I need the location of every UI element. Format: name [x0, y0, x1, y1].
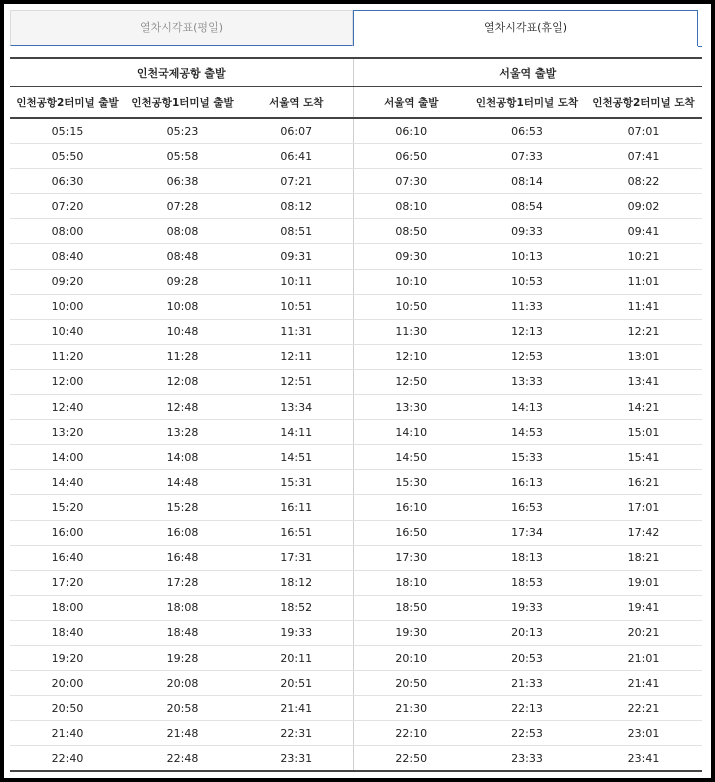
time-cell: 05:58: [125, 144, 240, 169]
time-cell: 12:21: [585, 319, 702, 344]
time-cell: 16:51: [240, 520, 353, 545]
time-cell: 21:40: [10, 721, 125, 746]
time-cell: 22:21: [585, 696, 702, 721]
table-row: [10, 570, 702, 595]
time-cell: 15:01: [585, 420, 702, 445]
time-cell: 22:48: [125, 746, 240, 772]
time-cell: 08:00: [10, 219, 125, 244]
time-cell: 20:51: [240, 671, 353, 696]
time-cell: 06:41: [240, 144, 353, 169]
time-cell: 18:53: [469, 570, 585, 595]
time-cell: 19:28: [125, 645, 240, 670]
time-cell: 20:10: [353, 645, 469, 670]
time-cell: 20:21: [585, 620, 702, 645]
table-row: [10, 118, 702, 144]
time-cell: 21:48: [125, 721, 240, 746]
time-cell: 15:30: [353, 470, 469, 495]
time-cell: 09:31: [240, 244, 353, 269]
time-cell: 22:31: [240, 721, 353, 746]
time-cell: 10:40: [10, 319, 125, 344]
time-cell: 18:00: [10, 595, 125, 620]
time-cell: 08:54: [469, 194, 585, 219]
time-cell: 19:30: [353, 620, 469, 645]
table-row: [10, 294, 702, 319]
time-cell: 22:53: [469, 721, 585, 746]
time-cell: 09:41: [585, 219, 702, 244]
time-cell: 09:33: [469, 219, 585, 244]
time-cell: 14:00: [10, 445, 125, 470]
time-cell: 19:01: [585, 570, 702, 595]
tab-weekday[interactable]: 열차시각표(평일): [10, 10, 353, 46]
time-cell: 18:40: [10, 620, 125, 645]
time-cell: 15:20: [10, 495, 125, 520]
time-cell: 22:13: [469, 696, 585, 721]
time-cell: 06:30: [10, 169, 125, 194]
time-cell: 13:34: [240, 395, 353, 420]
table-row: [10, 495, 702, 520]
time-cell: 17:30: [353, 545, 469, 570]
time-cell: 16:00: [10, 520, 125, 545]
time-cell: 19:33: [240, 620, 353, 645]
time-cell: 12:48: [125, 395, 240, 420]
tab-underline: [698, 46, 702, 47]
time-cell: 16:08: [125, 520, 240, 545]
time-cell: 05:15: [10, 118, 125, 144]
time-cell: 23:31: [240, 746, 353, 772]
table-row: [10, 369, 702, 394]
time-cell: 20:50: [353, 671, 469, 696]
time-cell: 20:11: [240, 645, 353, 670]
time-cell: 08:12: [240, 194, 353, 219]
time-cell: 07:20: [10, 194, 125, 219]
time-cell: 18:13: [469, 545, 585, 570]
time-cell: 11:30: [353, 319, 469, 344]
time-cell: 14:53: [469, 420, 585, 445]
time-cell: 11:28: [125, 344, 240, 369]
time-cell: 09:02: [585, 194, 702, 219]
time-cell: 06:38: [125, 169, 240, 194]
time-cell: 18:08: [125, 595, 240, 620]
time-cell: 16:50: [353, 520, 469, 545]
time-cell: 16:13: [469, 470, 585, 495]
train-timetable: [10, 57, 702, 772]
time-cell: 19:20: [10, 645, 125, 670]
time-cell: 10:11: [240, 269, 353, 294]
column-header-row: [10, 87, 702, 119]
time-cell: 14:11: [240, 420, 353, 445]
time-cell: 16:11: [240, 495, 353, 520]
time-cell: 16:53: [469, 495, 585, 520]
table-row: [10, 319, 702, 344]
time-cell: 17:31: [240, 545, 353, 570]
time-cell: 20:00: [10, 671, 125, 696]
table-row: [10, 696, 702, 721]
time-cell: 14:40: [10, 470, 125, 495]
column-header: 인천공항2터미널 도착: [585, 87, 702, 119]
column-header: 인천공항1터미널 도착: [469, 87, 585, 119]
time-cell: 22:40: [10, 746, 125, 772]
time-cell: 12:00: [10, 369, 125, 394]
time-cell: 08:50: [353, 219, 469, 244]
time-cell: 08:48: [125, 244, 240, 269]
table-row: [10, 269, 702, 294]
time-cell: 16:21: [585, 470, 702, 495]
time-cell: 16:10: [353, 495, 469, 520]
time-cell: 10:51: [240, 294, 353, 319]
time-cell: 10:50: [353, 294, 469, 319]
time-cell: 17:20: [10, 570, 125, 595]
group-header-seoul: 서울역 출발: [353, 58, 702, 87]
time-cell: 10:10: [353, 269, 469, 294]
time-cell: 20:58: [125, 696, 240, 721]
table-row: [10, 620, 702, 645]
time-cell: 13:33: [469, 369, 585, 394]
column-header: 인천공항2터미널 출발: [10, 87, 125, 119]
time-cell: 17:01: [585, 495, 702, 520]
table-row: [10, 219, 702, 244]
time-cell: 18:10: [353, 570, 469, 595]
time-cell: 21:41: [240, 696, 353, 721]
group-header-row: [10, 58, 702, 87]
time-cell: 20:53: [469, 645, 585, 670]
time-cell: 21:33: [469, 671, 585, 696]
time-cell: 17:42: [585, 520, 702, 545]
time-cell: 09:28: [125, 269, 240, 294]
time-cell: 07:33: [469, 144, 585, 169]
time-cell: 16:40: [10, 545, 125, 570]
time-cell: 18:48: [125, 620, 240, 645]
time-cell: 05:23: [125, 118, 240, 144]
time-cell: 11:31: [240, 319, 353, 344]
time-cell: 12:11: [240, 344, 353, 369]
time-cell: 06:53: [469, 118, 585, 144]
time-cell: 12:40: [10, 395, 125, 420]
time-cell: 20:13: [469, 620, 585, 645]
time-cell: 11:41: [585, 294, 702, 319]
time-cell: 23:41: [585, 746, 702, 772]
time-cell: 12:51: [240, 369, 353, 394]
time-cell: 07:28: [125, 194, 240, 219]
time-cell: 15:41: [585, 445, 702, 470]
time-cell: 07:01: [585, 118, 702, 144]
time-cell: 12:53: [469, 344, 585, 369]
time-cell: 07:30: [353, 169, 469, 194]
timetable-body: [10, 118, 702, 771]
time-cell: 21:41: [585, 671, 702, 696]
time-cell: 17:28: [125, 570, 240, 595]
time-cell: 13:01: [585, 344, 702, 369]
table-row: [10, 520, 702, 545]
time-cell: 11:01: [585, 269, 702, 294]
time-cell: 13:28: [125, 420, 240, 445]
timetable-page: [4, 4, 711, 778]
time-cell: 14:48: [125, 470, 240, 495]
time-cell: 18:50: [353, 595, 469, 620]
column-header: 서울역 도착: [240, 87, 353, 119]
time-cell: 08:40: [10, 244, 125, 269]
time-cell: 22:10: [353, 721, 469, 746]
table-row: [10, 595, 702, 620]
time-cell: 20:50: [10, 696, 125, 721]
table-row: [10, 244, 702, 269]
time-cell: 18:12: [240, 570, 353, 595]
time-cell: 16:48: [125, 545, 240, 570]
time-cell: 21:30: [353, 696, 469, 721]
time-cell: 07:41: [585, 144, 702, 169]
time-cell: 13:20: [10, 420, 125, 445]
column-header: 서울역 출발: [353, 87, 469, 119]
time-cell: 08:22: [585, 169, 702, 194]
time-cell: 10:21: [585, 244, 702, 269]
time-cell: 11:33: [469, 294, 585, 319]
time-cell: 12:10: [353, 344, 469, 369]
time-cell: 05:50: [10, 144, 125, 169]
time-cell: 10:53: [469, 269, 585, 294]
time-cell: 10:13: [469, 244, 585, 269]
time-cell: 11:20: [10, 344, 125, 369]
time-cell: 09:30: [353, 244, 469, 269]
table-row: [10, 671, 702, 696]
table-row: [10, 721, 702, 746]
time-cell: 08:14: [469, 169, 585, 194]
time-cell: 13:30: [353, 395, 469, 420]
time-cell: 18:21: [585, 545, 702, 570]
time-cell: 10:08: [125, 294, 240, 319]
tab-holiday[interactable]: 열차시각표(휴일): [353, 10, 698, 46]
column-header: 인천공항1터미널 출발: [125, 87, 240, 119]
time-cell: 13:41: [585, 369, 702, 394]
time-cell: 18:52: [240, 595, 353, 620]
time-cell: 14:13: [469, 395, 585, 420]
group-header-incheon: 인천국제공항 출발: [10, 58, 353, 87]
time-cell: 14:50: [353, 445, 469, 470]
time-cell: 06:50: [353, 144, 469, 169]
time-cell: 09:20: [10, 269, 125, 294]
time-cell: 15:31: [240, 470, 353, 495]
time-cell: 21:01: [585, 645, 702, 670]
time-cell: 07:21: [240, 169, 353, 194]
time-cell: 19:41: [585, 595, 702, 620]
time-cell: 06:07: [240, 118, 353, 144]
time-cell: 14:10: [353, 420, 469, 445]
time-cell: 17:34: [469, 520, 585, 545]
table-row: [10, 194, 702, 219]
time-cell: 08:08: [125, 219, 240, 244]
time-cell: 22:50: [353, 746, 469, 772]
time-cell: 10:48: [125, 319, 240, 344]
time-cell: 23:33: [469, 746, 585, 772]
time-cell: 15:33: [469, 445, 585, 470]
table-row: [10, 746, 702, 772]
time-cell: 06:10: [353, 118, 469, 144]
time-cell: 08:10: [353, 194, 469, 219]
table-row: [10, 545, 702, 570]
time-cell: 12:13: [469, 319, 585, 344]
time-cell: 19:33: [469, 595, 585, 620]
table-row: [10, 420, 702, 445]
time-cell: 10:00: [10, 294, 125, 319]
time-cell: 14:51: [240, 445, 353, 470]
table-row: [10, 645, 702, 670]
table-row: [10, 169, 702, 194]
time-cell: 12:50: [353, 369, 469, 394]
time-cell: 20:08: [125, 671, 240, 696]
timetable-tabs: [10, 10, 702, 48]
time-cell: 14:21: [585, 395, 702, 420]
time-cell: 23:01: [585, 721, 702, 746]
table-row: [10, 445, 702, 470]
time-cell: 15:28: [125, 495, 240, 520]
time-cell: 12:08: [125, 369, 240, 394]
time-cell: 14:08: [125, 445, 240, 470]
table-row: [10, 344, 702, 369]
time-cell: 08:51: [240, 219, 353, 244]
table-row: [10, 144, 702, 169]
table-row: [10, 395, 702, 420]
table-row: [10, 470, 702, 495]
